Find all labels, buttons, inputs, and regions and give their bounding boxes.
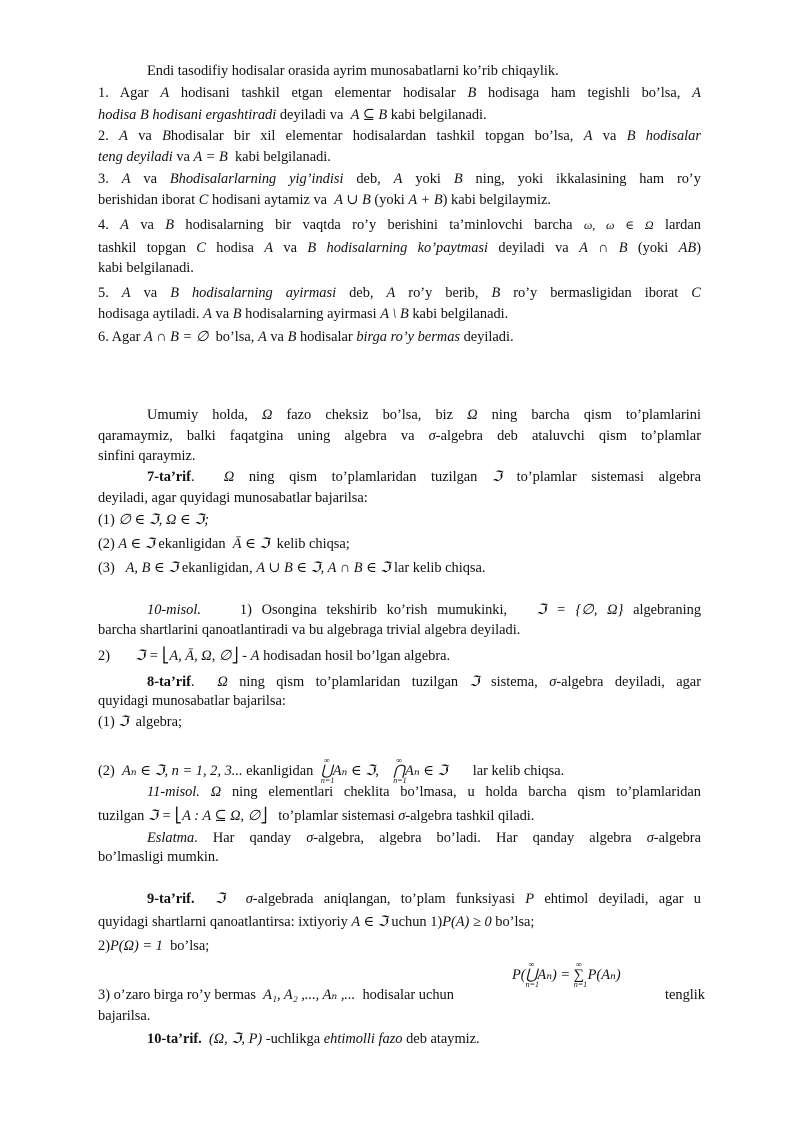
def7-title: 7-ta’rif: [147, 469, 191, 485]
formula-subset: A ⊆ B: [350, 107, 388, 123]
ex10-title: 10-misol.: [147, 602, 201, 618]
formula-omega: ω, ω ∈ Ω: [583, 218, 654, 232]
ex11-line-1: 11-misol. Ω ning elementlari cheklita bo’lmasa, u holda barcha qism to’plamlaridan: [147, 784, 701, 800]
item-5-line-2: hodisaga aytiladi. A va B hodisalarning ayirmasi A \ B kabi belgilanadi.: [98, 306, 509, 322]
def9-line-1: 9-ta’rif. ℑ σ-algebrada aniqlangan, to’plam funksiyasi P ehtimol deyiladi, agar u: [147, 891, 702, 907]
formula-equal: A = B: [193, 149, 228, 165]
formula-disjoint: A ∩ B = ∅: [144, 329, 209, 345]
item-6-line-1: 6. Agar A ∩ B = ∅ bo’lsa, A va B hodisalar birga ro’y bermas deyiladi.: [98, 329, 514, 345]
formula-difference: A \ B: [380, 306, 409, 322]
def10-line: 10-ta’rif. (Ω, ℑ, P) -uchlikga ehtimolli fazo deb ataymiz.: [147, 1031, 480, 1047]
ex10-line-2: barcha shartlarini qanoatlantiradi va bu algebraga trivial algebra deyiladi.: [98, 622, 521, 638]
def9-line-end: bajarilsa.: [98, 1008, 151, 1024]
item-3-line-2: berishidan iborat C hodisani aytamiz va A ∪ B (yoki A + B) kabi belgilaymiz.: [98, 192, 551, 208]
def9-cond-2: 2)P(Ω) = 1 bo’lsa;: [98, 938, 210, 954]
item-4-line-2: tashkil topgan C hodisa A va B hodisalarning ko’paytmasi deyiladi va A ∩ B (yoki AB): [98, 240, 702, 256]
relations-intro: Endi tasodifiy hodisalar orasida ayrim munosabatlarni ko’rib chiqaylik.: [147, 63, 559, 79]
formula-union: A ∪ B: [334, 192, 371, 208]
def7-cond-1: (1) ∅ ∈ ℑ, Ω ∈ ℑ;: [98, 512, 210, 528]
ex11-line-2: tuzilgan ℑ = ⎣A : A ⊆ Ω, ∅⎦ to’plamlar sistemasi σ-algebra tashkil qiladi.: [98, 808, 535, 824]
def9-equality-word: tenglik: [665, 987, 705, 1003]
formula-intersection: A ∩ B: [579, 240, 628, 256]
ex11-title: 11-misol.: [147, 784, 200, 800]
ex10-line-1: 10-misol. 1) Osongina tekshirib ko’rish mumukinki, ℑ = {∅, Ω} algebraning: [147, 602, 702, 618]
union-operator: ∞ ⋃ n=1: [525, 960, 539, 989]
note-title: Eslatma: [147, 830, 195, 846]
def8-line-2: quyidagi munosabatlar bajarilsa:: [98, 693, 286, 709]
def8-cond-2: (2) Aₙ ∈ ℑ, n = 1, 2, 3... ekanligidan ∞ ⋃ n=1 Aₙ ∈ ℑ, ∞ ⋂ n=1 Aₙ ∈ ℑ lar kelib chiqsa.: [98, 756, 565, 785]
general-line-2: qaramaymiz, balki faqatgina uning algebra va σ-algebra deb ataluvchi qism to’plamlar: [98, 428, 701, 444]
formula-sum: A + B: [408, 192, 443, 208]
def7-line-2: deyiladi, agar quyidagi munosabatlar bajarilsa:: [98, 490, 368, 506]
additivity-formula: P( ∞ ⋃ n=1 Aₙ) = ∞ ∑ n=1 P(Aₙ): [512, 960, 621, 989]
item-2-line-1: 2. A va Bhodisalar bir xil elementar hodisalardan tashkil topgan bo’lsa, A va B hodisalar: [98, 128, 701, 144]
item-3-line-1: 3. A va Bhodisalarlarning yig’indisi deb, A yoki B ning, yoki ikkalasining ham ro’y: [98, 171, 701, 187]
item-1-line-2: hodisa B hodisani ergashtiradi deyiladi va A ⊆ B kabi belgilanadi.: [98, 107, 487, 123]
sum-operator: ∞ ∑ n=1: [573, 960, 588, 989]
item-2-line-2: teng deyiladi va A = B kabi belgilanadi.: [98, 149, 331, 165]
def7-line-1: 7-ta’rif. Ω ning qism to’plamlaridan tuzilgan ℑ to’plamlar sistemasi algebra: [147, 469, 701, 485]
def8-title: 8-ta’rif: [147, 674, 191, 690]
def8-cond-1: (1) ℑ algebra;: [98, 714, 182, 730]
def7-cond-2: (2) A ∈ ℑ ekanligidan Ā ∈ ℑ kelib chiqsa;: [98, 536, 350, 552]
def8-line-1: 8-ta’rif. Ω ning qism to’plamlaridan tuzilgan ℑ sistema, σ-algebra deyiladi, agar: [147, 674, 701, 690]
def9-cond-3: 3) o’zaro birga ro’y bermas A₁, A₂ ,..., Aₙ ,... hodisalar uchun: [98, 987, 454, 1003]
def7-cond-3: (3) A, B ∈ ℑ ekanligidan, A ∪ B ∈ ℑ, A ∩ B ∈ ℑ lar kelib chiqsa.: [98, 560, 486, 576]
def9-line-2: quyidagi shartlarni qanoatlantirsa: ixtiyoriy A ∈ ℑ uchun 1)P(A) ≥ 0 bo’lsa;: [98, 914, 535, 930]
item-4-line-1: 4. A va B hodisalarning bir vaqtda ro’y berishini ta’minlovchi barcha ω, ω ∈ Ω lardan: [98, 217, 701, 233]
intersection-operator: ∞ ⋂ n=1: [393, 756, 407, 785]
def9-title: 9-ta’rif.: [147, 891, 195, 907]
item-1-line-1: 1. Agar A hodisani tashkil etgan elementar hodisalar B hodisaga ham tegishli bo’lsa, A: [98, 85, 701, 101]
def10-title: 10-ta’rif.: [147, 1031, 202, 1047]
general-line-1: Umumiy holda, Ω fazo cheksiz bo’lsa, biz Ω ning barcha qism to’plamlarini: [147, 407, 702, 423]
union-operator: ∞ ⋃ n=1: [320, 756, 335, 785]
general-line-3: sinfini qaraymiz.: [98, 448, 196, 464]
note-line-2: bo’lmasligi mumkin.: [98, 849, 219, 865]
item-5-line-1: 5. A va B hodisalarning ayirmasi deb, A ro’y berib, B ro’y bermasligidan iborat C: [98, 285, 701, 301]
note-line-1: Eslatma. Har qanday σ-algebra, algebra bo’ladi. Har qanday algebra σ-algebra: [147, 830, 701, 846]
ex10-line-3: 2) ℑ = ⎣A, Ā, Ω, ∅⎦ - A hodisadan hosil bo’lgan algebra.: [98, 648, 451, 664]
item-4-line-3: kabi belgilanadi.: [98, 260, 194, 276]
